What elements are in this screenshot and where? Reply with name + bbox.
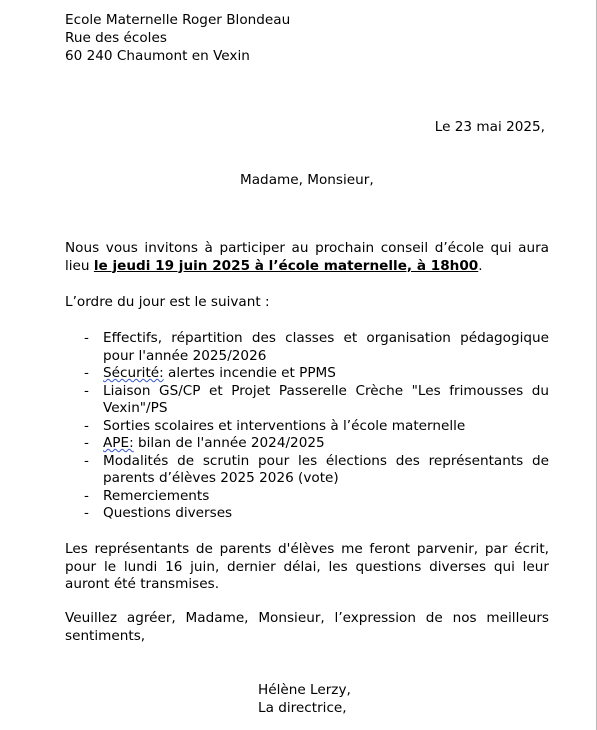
agenda-item-text: Liaison GS/CP et Projet Passerelle Crèche "Les frimousses du Vexin"/PS [103,382,549,416]
agenda-item [84,505,549,523]
agenda-item [84,418,549,436]
salutation: Madame, Monsieur, [240,172,374,188]
meeting-date-emphasis: le jeudi 19 juin 2025 à l’école maternelle, à 18h00 [93,257,479,274]
agenda-item-text: Modalités de scrutin pour les élections des représentants de parents d’élèves 2025 2026 (vote) [103,452,549,486]
parents-paragraph: Les représentants de parents d'élèves me feront parvenir, par écrit, pour le lundi 16 juin, dernier délai, les questions diverses qui leur auront été transmises. [65,541,549,592]
invitation-paragraph [65,240,549,275]
agenda-list [84,330,549,523]
agenda-item-text: Effectifs, répartition des classes et organisation pédagogique pour l'année 2025/2026 [103,330,549,364]
letter-date: Le 23 mai 2025, [434,119,545,135]
sender-city: 60 240 Chaumont en Vexin [65,48,250,64]
agenda-item [84,435,549,453]
invitation-text: Nous vous invitons à participer au prochain conseil d’école qui aura lieu [65,240,549,274]
signature-title: La directrice, [258,700,347,716]
agenda-item-label: APE: [103,435,134,451]
agenda-item-text: alertes incendie et PPMS [163,365,336,381]
agenda-item [84,488,549,506]
agenda-item-text: Questions diverses [103,505,233,521]
agenda-item-text: Sorties scolaires et interventions à l’école maternelle [103,417,466,434]
agenda-item [84,365,549,383]
sender-school-name: Ecole Maternelle Roger Blondeau [65,12,291,28]
agenda-dash: - [84,487,89,504]
agenda-item-label: Sécurité: [103,365,164,381]
agenda-item [84,330,549,365]
agenda-item-text: bilan de l'année 2024/2025 [133,435,325,451]
agenda-dash: - [84,365,89,381]
agenda-intro: L’ordre du jour est le suivant : [65,294,270,310]
agenda-dash: - [84,452,89,469]
signature-name: Hélène Lerzy, [258,682,351,698]
sender-street: Rue des écoles [65,30,167,46]
agenda-item [84,383,549,418]
invitation-end: . [478,257,483,274]
agenda-dash: - [84,330,89,346]
agenda-item-text: Remerciements [103,487,210,504]
agenda-item [84,453,549,488]
agenda-dash: - [84,417,89,434]
agenda-dash: - [84,505,89,521]
closing-paragraph: Veuillez agréer, Madame, Monsieur, l’expression de nos meilleurs sentiments, [65,610,549,644]
agenda-dash: - [84,435,89,451]
agenda-dash: - [84,382,89,399]
